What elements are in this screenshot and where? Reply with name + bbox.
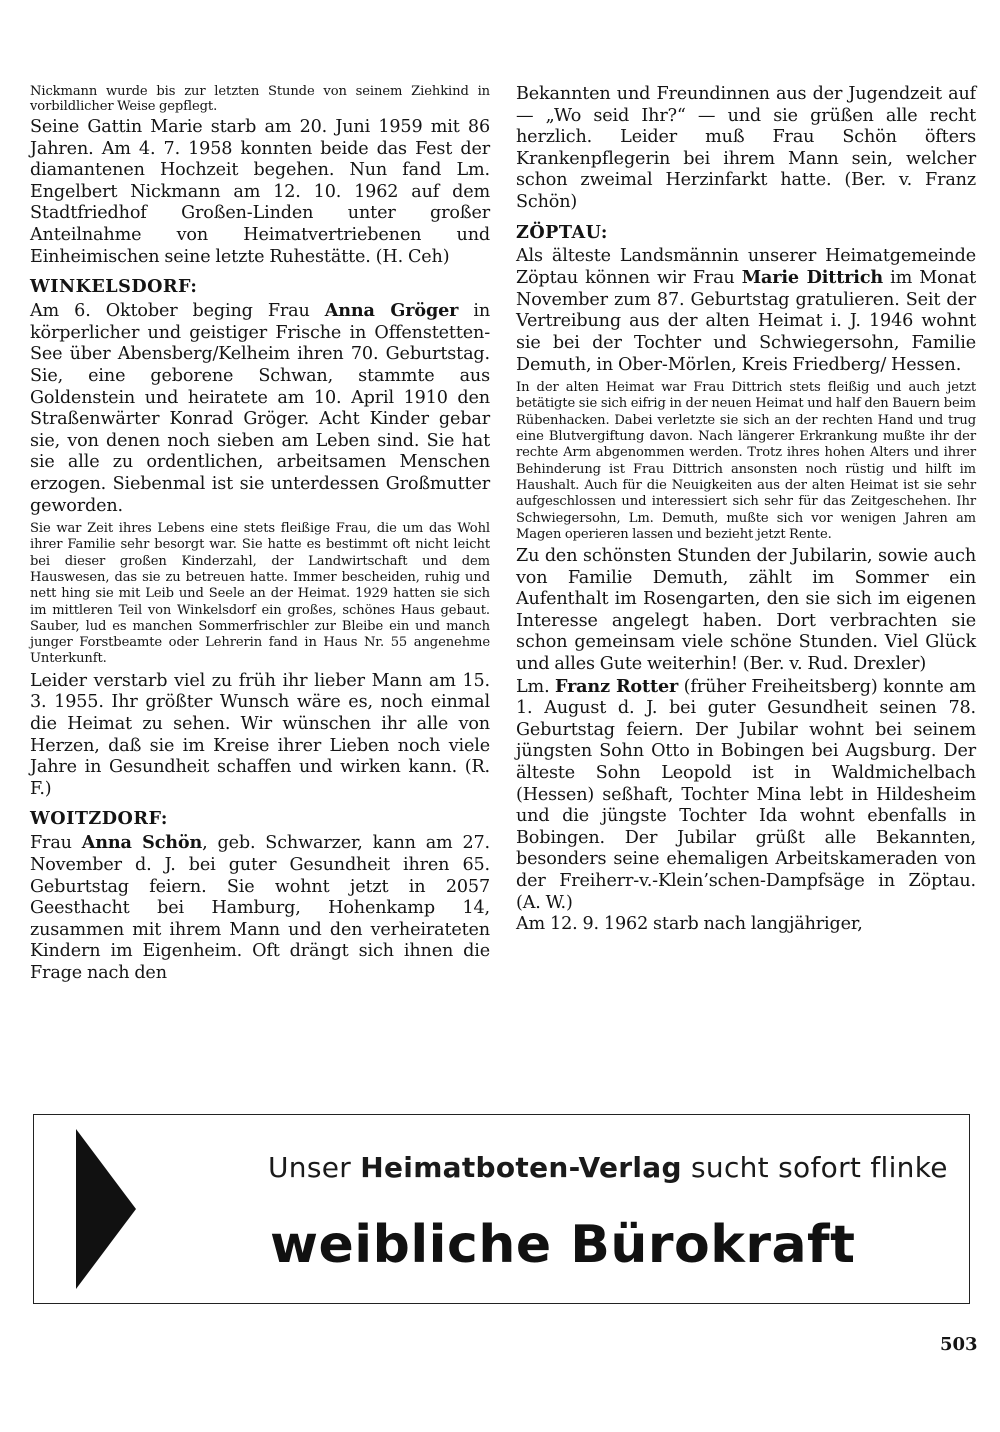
right-paragraph-2	[516, 246, 976, 377]
text-segment: Unser	[268, 1151, 361, 1184]
heading-woitzdorf: WOITZDORF:	[30, 808, 168, 830]
ad-headline	[268, 1151, 948, 1184]
heading-zoeptau: ZÖPTAU:	[516, 221, 608, 243]
triangle-arrow-icon	[76, 1129, 136, 1289]
left-paragraph-4: Sie war Zeit ihres Lebens eine stets fleißige Frau, die um das Wohl ihrer Familie sehr besorgt war. Sie hatte es bestimmt oft nicht leicht bei dieser großen Kinderzahl, der Landwirtschaft und dem Hauswesen, das sie zu betreuen hatte. Immer bescheiden, ruhig und nett hing sie mit Leib und Seele an der Heimat. 1929 hatten sie sich im mittleren Teil von Winkelsdorf ein großes, schönes Haus gebaut. Sauber, lud es manchen Sommerfrischler zur Bleibe ein und manch junger Forstbeamte oder Lehrerin fand in Haus Nr. 55 angenehme Unterkunft.	[30, 521, 490, 667]
text-segment: Frau	[30, 833, 82, 854]
person-name: Anna Gröger	[324, 300, 459, 322]
text-segment: Lm.	[516, 676, 556, 697]
page-number: 503	[940, 1334, 978, 1355]
person-name: Franz Rotter	[555, 675, 679, 697]
text-segment: in körperlicher und geistiger Frische in Offenstetten-See über Abensberg/Kelheim ihren 70. Geburtstag. Sie, eine geborene Schwan, stammte aus Goldenstein und heiratete am 10. April 1910 den Straßenwärter Konrad Gröger. Acht Kinder gebar sie, von denen noch sieben am Leben sind. Sie hat sie alle zu ordentlichen, arbeitsamen Menschen erzogen. Siebenmal ist sie unterdessen Großmutter geworden.	[30, 301, 490, 516]
text-segment: sucht sofort flinke	[681, 1151, 948, 1184]
left-paragraph-2: Seine Gattin Marie starb am 20. Juni 1959 mit 86 Jahren. Am 4. 7. 1958 konnten beide das Fest der diamantenen Hochzeit begehen. Nun fand Lm. Engelbert Nickmann am 12. 10. 1962 auf dem Stadtfriedhof Großen-Linden unter großer Anteilnahme von Heimatvertriebenen und Einheimischen seine letzte Ruhestätte. (H. Ceh)	[30, 117, 490, 267]
left-paragraph-3	[30, 300, 490, 517]
publisher-name: Heimatboten-Verlag	[360, 1151, 682, 1184]
left-paragraph-6	[30, 832, 490, 984]
right-paragraph-5	[516, 676, 976, 915]
right-paragraph-6: Am 12. 9. 1962 starb nach langjähriger,	[516, 914, 863, 935]
ad-position-title: weibliche Bürokraft	[270, 1215, 856, 1275]
person-name: Marie Dittrich	[741, 267, 884, 289]
job-advertisement	[33, 1114, 970, 1304]
text-segment: (früher Freiheitsberg) konnte am 1. August d. J. bei guter Gesundheit seinen 78. Geburtstag feiern. Der Jubilar wohnt bei seinem jüngsten Sohn Otto in Bobingen bei Augsburg. Der älteste Sohn Leopold ist in Waldmichelbach (Hessen) seßhaft, Tochter Mina lebt in Hildesheim und die jüngste Tochter Ida wohnt ebenfalls in Bobingen. Der Jubilar grüßt alle Bekannten, besonders seine ehemaligen Arbeitskameraden von der Freiherr-v.-Klein’schen-Dampfsäge in Zöptau. (A. W.)	[516, 676, 976, 913]
right-paragraph-4: Zu den schönsten Stunden der Jubilarin, sowie auch von Familie Demuth, zählt im Sommer ein Aufenthalt im Rosengarten, den sie sich im eigenen Interesse angelegt haben. Dort verbrachten sie schon gemeinsam viele schöne Stunden. Viel Glück und alles Gute weiterhin! (Ber. v. Rud. Drexler)	[516, 546, 976, 675]
text-segment: Am 6. Oktober beging Frau	[30, 301, 325, 322]
left-paragraph-1: Nickmann wurde bis zur letzten Stunde von seinem Ziehkind in vorbildlicher Weise gepflegt.	[30, 84, 490, 114]
right-paragraph-1: Bekannten und Freundinnen aus der Jugendzeit auf — „Wo seid Ihr?“ — und sie grüßen alle recht herzlich. Leider muß Frau Schön öfters Krankenpflegerin bei ihrem Mann sein, welcher schon zweimal Herzinfarkt hatte. (Ber. v. Franz Schön)	[516, 84, 976, 212]
text-segment: Als älteste Landsmännin unserer Heimatgemeinde Zöptau können wir Frau	[516, 245, 976, 289]
text-segment: , geb. Schwarzer, kann am 27. November d. J. bei guter Gesundheit ihren 65. Geburtstag feiern. Sie wohnt jetzt in 2057 Geesthacht bei Hamburg, Hohenkamp 14, zusammen mit ihrem Mann und den verheirateten Kindern im Eigenheim. Oft drängt sich ihnen die Frage nach den	[30, 833, 490, 983]
person-name: Anna Schön	[81, 832, 203, 854]
right-paragraph-3: In der alten Heimat war Frau Dittrich stets fleißig und auch jetzt betätigte sie sich eifrig in der neuen Heimat und half den Bauern beim Rübenhacken. Dabei verletzte sie sich an der rechten Hand und trug eine Blutvergiftung davon. Nach längerer Erkrankung mußte ihr der rechte Arm abgenommen werden. Trotz ihres hohen Alters und ihrer Behinderung ist Frau Dittrich ansonsten noch rüstig und hilft im Haushalt. Auch für die Neuigkeiten aus der alten Heimat ist sie sehr aufgeschlossen und interessiert sich sehr für das Zeitgeschehen. Ihr Schwiegersohn, Lm. Demuth, mußte sich vor wenigen Jahren am Magen operieren lassen und bezieht jetzt Rente.	[516, 380, 976, 542]
right-column	[516, 84, 976, 936]
left-column	[30, 84, 490, 984]
text-segment: im Monat November zum 87. Geburtstag gratulieren. Seit der Vertreibung aus der alten Heimat i. J. 1946 wohnt sie bei der Tochter und Schwiegersohn, Familie Demuth, in Ober-Mörlen, Kreis Friedberg/ Hessen.	[516, 268, 976, 375]
heading-winkelsdorf: WINKELSDORF:	[30, 276, 198, 298]
left-paragraph-5: Leider verstarb viel zu früh ihr lieber Mann am 15. 3. 1955. Ihr größter Wunsch wäre es, noch einmal die Heimat zu sehen. Wir wünschen ihr alle von Herzen, daß sie im Kreise ihrer Lieben noch viele Jahre in Gesundheit schaffen und wirken kann. (R. F.)	[30, 670, 490, 799]
